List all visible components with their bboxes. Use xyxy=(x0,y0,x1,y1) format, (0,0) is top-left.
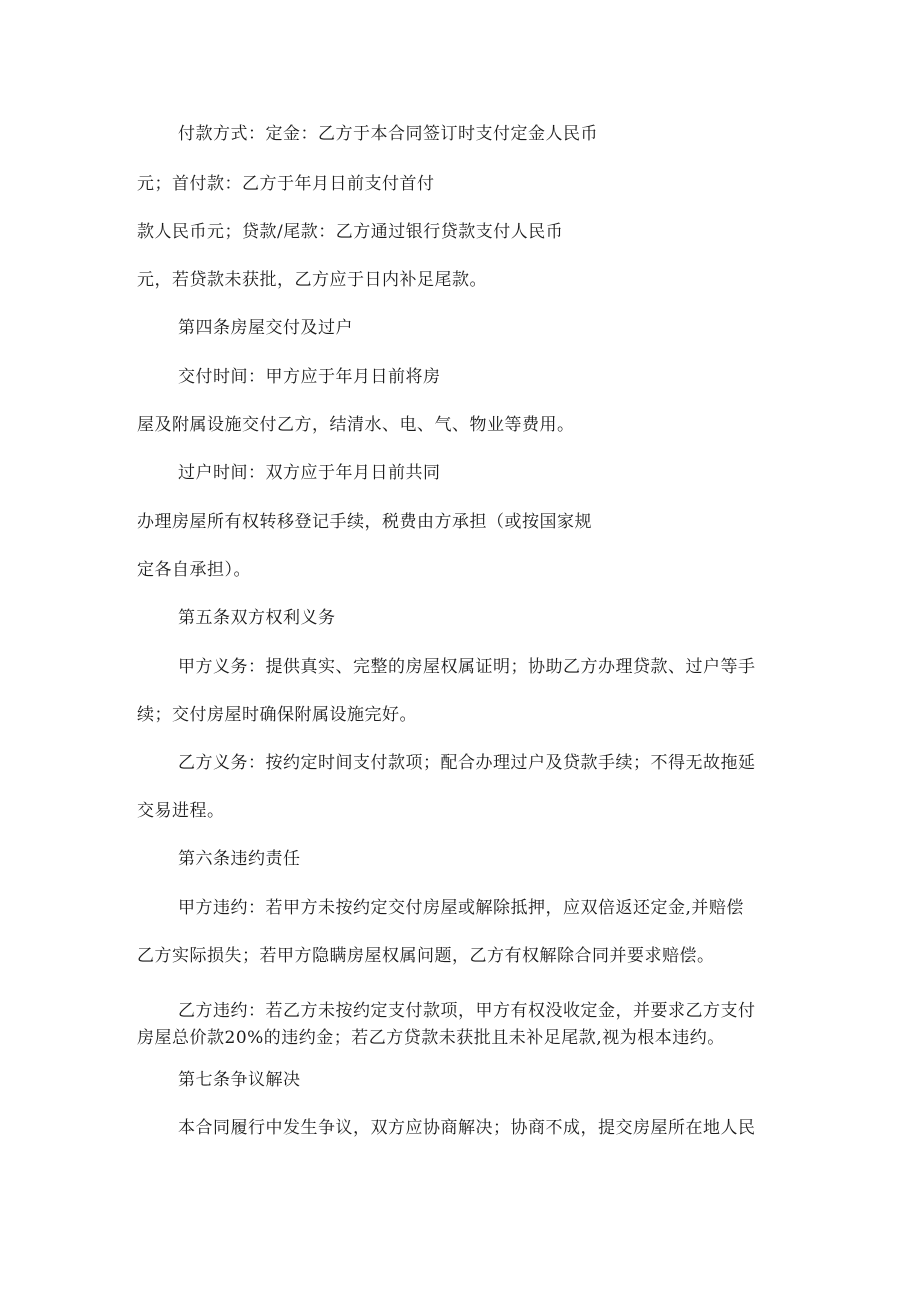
delivery-time-line-1: 交付时间：甲方应于年月日前将房 xyxy=(178,367,441,387)
transfer-time-line-3: 定各自承担）。 xyxy=(137,560,251,580)
payment-method-line-4: 元，若贷款未获批，乙方应于日内补足尾款。 xyxy=(137,270,487,290)
party-a-breach-line-1: 甲方违约：若甲方未按约定交付房屋或解除抵押，应双倍返还定金,并赔偿 xyxy=(178,898,744,918)
transfer-time-line-1: 过户时间：双方应于年月日前共同 xyxy=(178,463,441,483)
delivery-time-line-2: 屋及附属设施交付乙方，结清水、电、气、物业等费用。 xyxy=(137,415,575,435)
section-heading-5: 第五条双方权利义务 xyxy=(178,608,336,628)
dispute-resolution-line-1: 本合同履行中发生争议，双方应协商解决；协商不成，提交房屋所在地人民 xyxy=(178,1118,756,1138)
payment-method-line-1: 付款方式：定金：乙方于本合同签订时支付定金人民币 xyxy=(178,124,598,144)
section-heading-4: 第四条房屋交付及过户 xyxy=(178,318,353,338)
payment-method-line-2: 元；首付款：乙方于年月日前支付首付 xyxy=(137,174,435,194)
party-b-breach-line-1: 乙方违约：若乙方未按约定支付款项，甲方有权没收定金，并要求乙方支付 xyxy=(178,1001,756,1021)
party-b-duty-line-1: 乙方义务：按约定时间支付款项；配合办理过户及贷款手续；不得无故拖延 xyxy=(178,753,756,773)
transfer-time-line-2: 办理房屋所有权转移登记手续，税费由方承担（或按国家规 xyxy=(137,512,592,532)
party-a-duty-line-2: 续；交付房屋时确保附属设施完好。 xyxy=(137,705,417,725)
payment-method-line-3: 款人民币元；贷款/尾款：乙方通过银行贷款支付人民币 xyxy=(137,222,564,242)
section-heading-7: 第七条争议解决 xyxy=(178,1070,301,1090)
party-b-breach-line-2: 房屋总价款20%的违约金；若乙方贷款未获批且未补足尾款,视为根本违约。 xyxy=(137,1028,725,1048)
party-a-duty-line-1: 甲方义务：提供真实、完整的房屋权属证明；协助乙方办理贷款、过户等手 xyxy=(178,657,756,677)
party-a-breach-line-2: 乙方实际损失；若甲方隐瞒房屋权属问题，乙方有权解除合同并要求赔偿。 xyxy=(137,946,715,966)
party-b-duty-line-2: 交易进程。 xyxy=(137,801,225,821)
section-heading-6: 第六条违约责任 xyxy=(178,849,301,869)
